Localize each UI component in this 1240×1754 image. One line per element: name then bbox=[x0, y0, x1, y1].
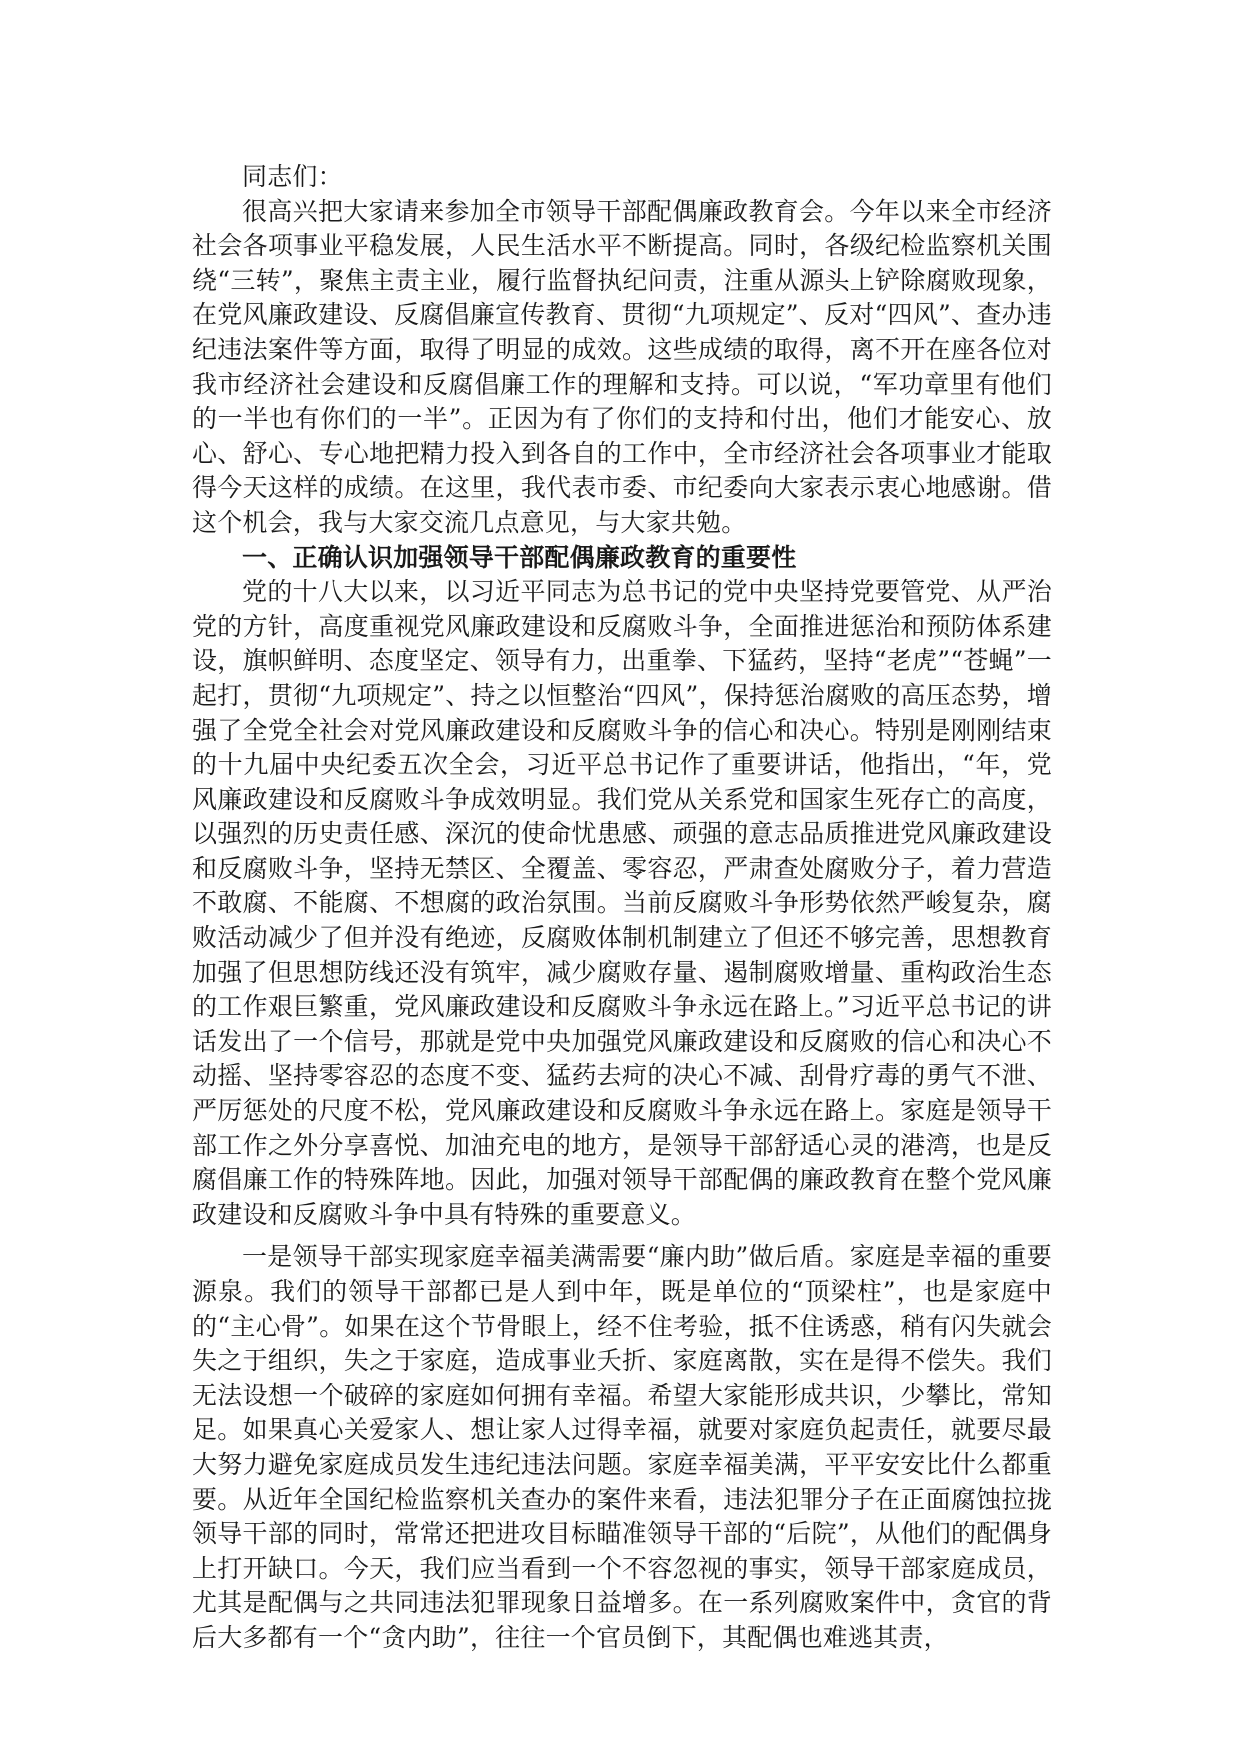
paragraph-gap bbox=[192, 1232, 1052, 1240]
document-page bbox=[192, 160, 1052, 1656]
salutation: 同志们： bbox=[242, 162, 343, 191]
section1-paragraph-1: 党的十八大以来，以习近平同志为总书记的党中央坚持党要管党、从严治党的方针，高度重视党风廉政建设和反腐败斗争，全面推进惩治和预防体系建设，旗帜鲜明、态度坚定、领导有力，出重拳、下猛药，坚持“老虎”“苍蝇”一起打，贯彻“九项规定”、持之以恒整治“四风”，保持惩治腐败的高压态势，增强了全党全社会对党风廉政建设和反腐败斗争的信心和决心。特别是刚刚结束的十九届中央纪委五次全会，习近平总书记作了重要讲话，他指出，“年，党风廉政建设和反腐败斗争成效明显。我们党从关系党和国家生死存亡的高度，以强烈的历史责任感、深沉的使命忧患感、顽强的意志品质推进党风廉政建设和反腐败斗争，坚持无禁区、全覆盖、零容忍，严肃查处腐败分子，着力营造不敢腐、不能腐、不想腐的政治氛围。当前反腐败斗争形势依然严峻复杂，腐败活动减少了但并没有绝迹，反腐败体制机制建立了但还不够完善，思想教育加强了但思想防线还没有筑牢，减少腐败存量、遏制腐败增量、重构政治生态的工作艰巨繁重，党风廉政建设和反腐败斗争永远在路上。”习近平总书记的讲话发出了一个信号，那就是党中央加强党风廉政建设和反腐败的信心和决心不动摇、坚持零容忍的态度不变、猛药去疴的决心不减、刮骨疗毒的勇气不泄、严厉惩处的尺度不松，党风廉政建设和反腐败斗争永远在路上。家庭是领导干部工作之外分享喜悦、加油充电的地方，是领导干部舒适心灵的港湾，也是反腐倡廉工作的特殊阵地。因此，加强对领导干部配偶的廉政教育在整个党风廉政建设和反腐败斗争中具有特殊的重要意义。 bbox=[192, 577, 1052, 1229]
section1-paragraph-2: 一是领导干部实现家庭幸福美满需要“廉内助”做后盾。家庭是幸福的重要源泉。我们的领导干部都已是人到中年，既是单位的“顶梁柱”，也是家庭中的“主心骨”。如果在这个节骨眼上，经不住考验，抵不住诱惑，稍有闪失就会失之于组织，失之于家庭，造成事业夭折、家庭离散，实在是得不偿失。我们无法设想一个破碎的家庭如何拥有幸福。希望大家能形成共识，少攀比，常知足。如果真心关爱家人、想让家人过得幸福，就要对家庭负起责任，就要尽最大努力避免家庭成员发生违纪违法问题。家庭幸福美满，平平安安比什么都重要。从近年全国纪检监察机关查办的案件来看，违法犯罪分子在正面腐蚀拉拢领导干部的同时，常常还把进攻目标瞄准领导干部的“后院”，从他们的配偶身上打开缺口。今天，我们应当看到一个不容忽视的事实，领导干部家庭成员，尤其是配偶与之共同违法犯罪现象日益增多。在一系列腐败案件中，贪官的背后大多都有一个“贪内助”，往往一个官员倒下，其配偶也难逃其责， bbox=[192, 1242, 1052, 1652]
section-heading-1: 一、正确认识加强领导干部配偶廉政教育的重要性 bbox=[242, 542, 797, 572]
opening-paragraph: 很高兴把大家请来参加全市领导干部配偶廉政教育会。今年以来全市经济社会各项事业平稳发展，人民生活水平不断提高。同时，各级纪检监察机关围绕“三转”，聚焦主责主业，履行监督执纪问责，注重从源头上铲除腐败现象，在党风廉政建设、反腐倡廉宣传教育、贯彻“九项规定”、反对“四风”、查办违纪违法案件等方面，取得了明显的成效。这些成绩的取得，离不开在座各位对我市经济社会建设和反腐倡廉工作的理解和支持。可以说，“军功章里有他们的一半也有你们的一半”。正因为有了你们的支持和付出，他们才能安心、放心、舒心、专心地把精力投入到各自的工作中，全市经济社会各项事业才能取得今天这样的成绩。在这里，我代表市委、市纪委向大家表示衷心地感谢。借这个机会，我与大家交流几点意见，与大家共勉。 bbox=[192, 196, 1052, 537]
